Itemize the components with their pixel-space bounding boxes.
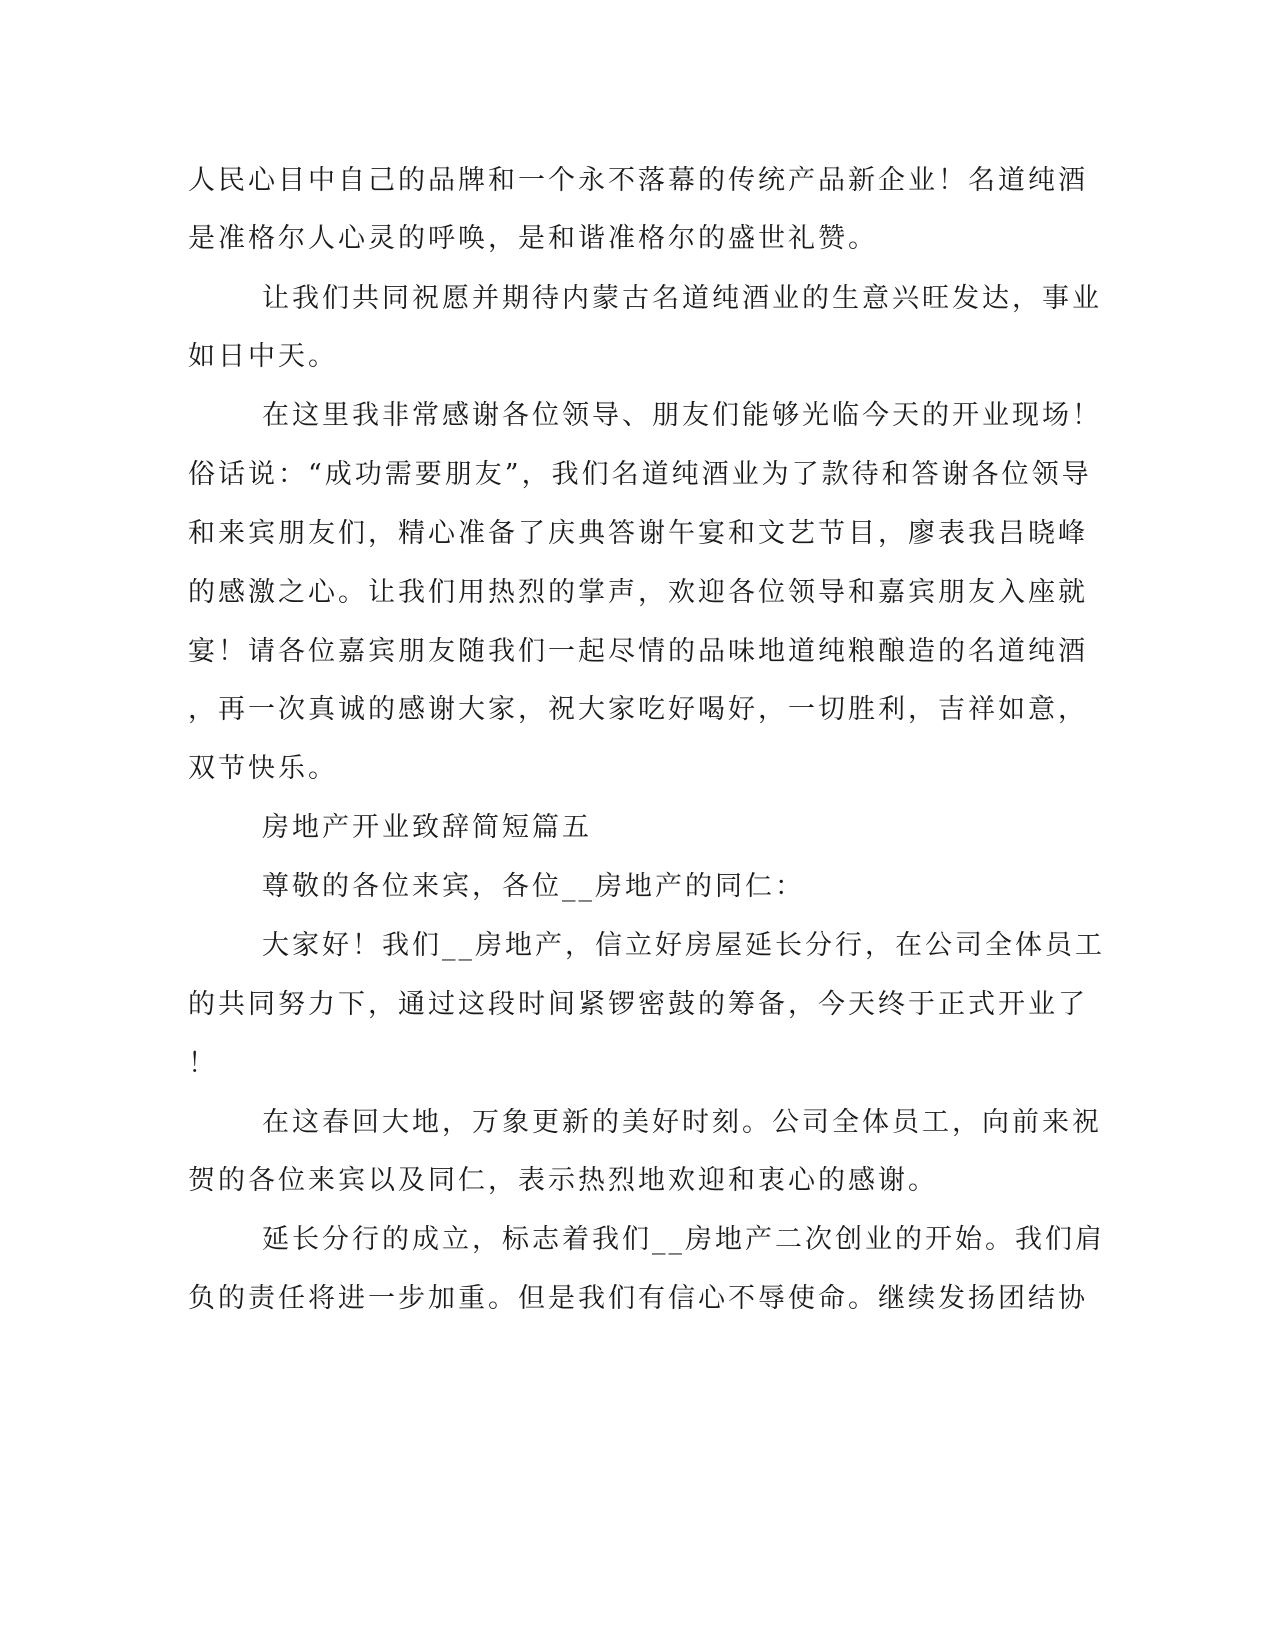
text-line: 的共同努力下，通过这段时间紧锣密鼓的筹备，今天终于正式开业了 <box>188 989 1088 1020</box>
text-line: 是准格尔人心灵的呼唤，是和谐准格尔的盛世礼赞。 <box>188 223 878 254</box>
text-line: 尊敬的各位来宾，各位__房地产的同仁： <box>262 871 805 902</box>
text-line: 在这里我非常感谢各位领导、朋友们能够光临今天的开业现场！ <box>262 400 1102 431</box>
text-line: 和来宾朋友们，精心准备了庆典答谢午宴和文艺节目，廖表我吕晓峰 <box>188 518 1088 549</box>
text-line: 俗话说：“成功需要朋友”，我们名道纯酒业为了款待和答谢各位领导 <box>188 459 1092 490</box>
text-line: 如日中天。 <box>188 341 338 372</box>
text-line: 人民心目中自己的品牌和一个永不落幕的传统产品新企业！名道纯酒 <box>188 165 1088 196</box>
text-line: ，再一次真诚的感谢大家，祝大家吃好喝好，一切胜利，吉祥如意， <box>188 694 1088 725</box>
text-line: 让我们共同祝愿并期待内蒙古名道纯酒业的生意兴旺发达，事业 <box>262 283 1102 314</box>
text-line: 在这春回大地，万象更新的美好时刻。公司全体员工，向前来祝 <box>262 1107 1102 1138</box>
text-line: 大家好！我们__房地产，信立好房屋延长分行，在公司全体员工 <box>262 930 1105 961</box>
text-line: 延长分行的成立，标志着我们__房地产二次创业的开始。我们肩 <box>262 1224 1105 1255</box>
text-line: 贺的各位来宾以及同仁，表示热烈地欢迎和衷心的感谢。 <box>188 1165 938 1196</box>
text-line: 负的责任将进一步加重。但是我们有信心不辱使命。继续发扬团结协 <box>188 1283 1088 1314</box>
section-heading: 房地产开业致辞简短篇五 <box>262 812 592 843</box>
text-line: 的感激之心。让我们用热烈的掌声，欢迎各位领导和嘉宾朋友入座就 <box>188 577 1088 608</box>
text-line: 宴！请各位嘉宾朋友随我们一起尽情的品味地道纯粮酿造的名道纯酒 <box>188 636 1088 667</box>
text-line: 双节快乐。 <box>188 753 338 784</box>
text-line: ！ <box>188 1048 218 1079</box>
